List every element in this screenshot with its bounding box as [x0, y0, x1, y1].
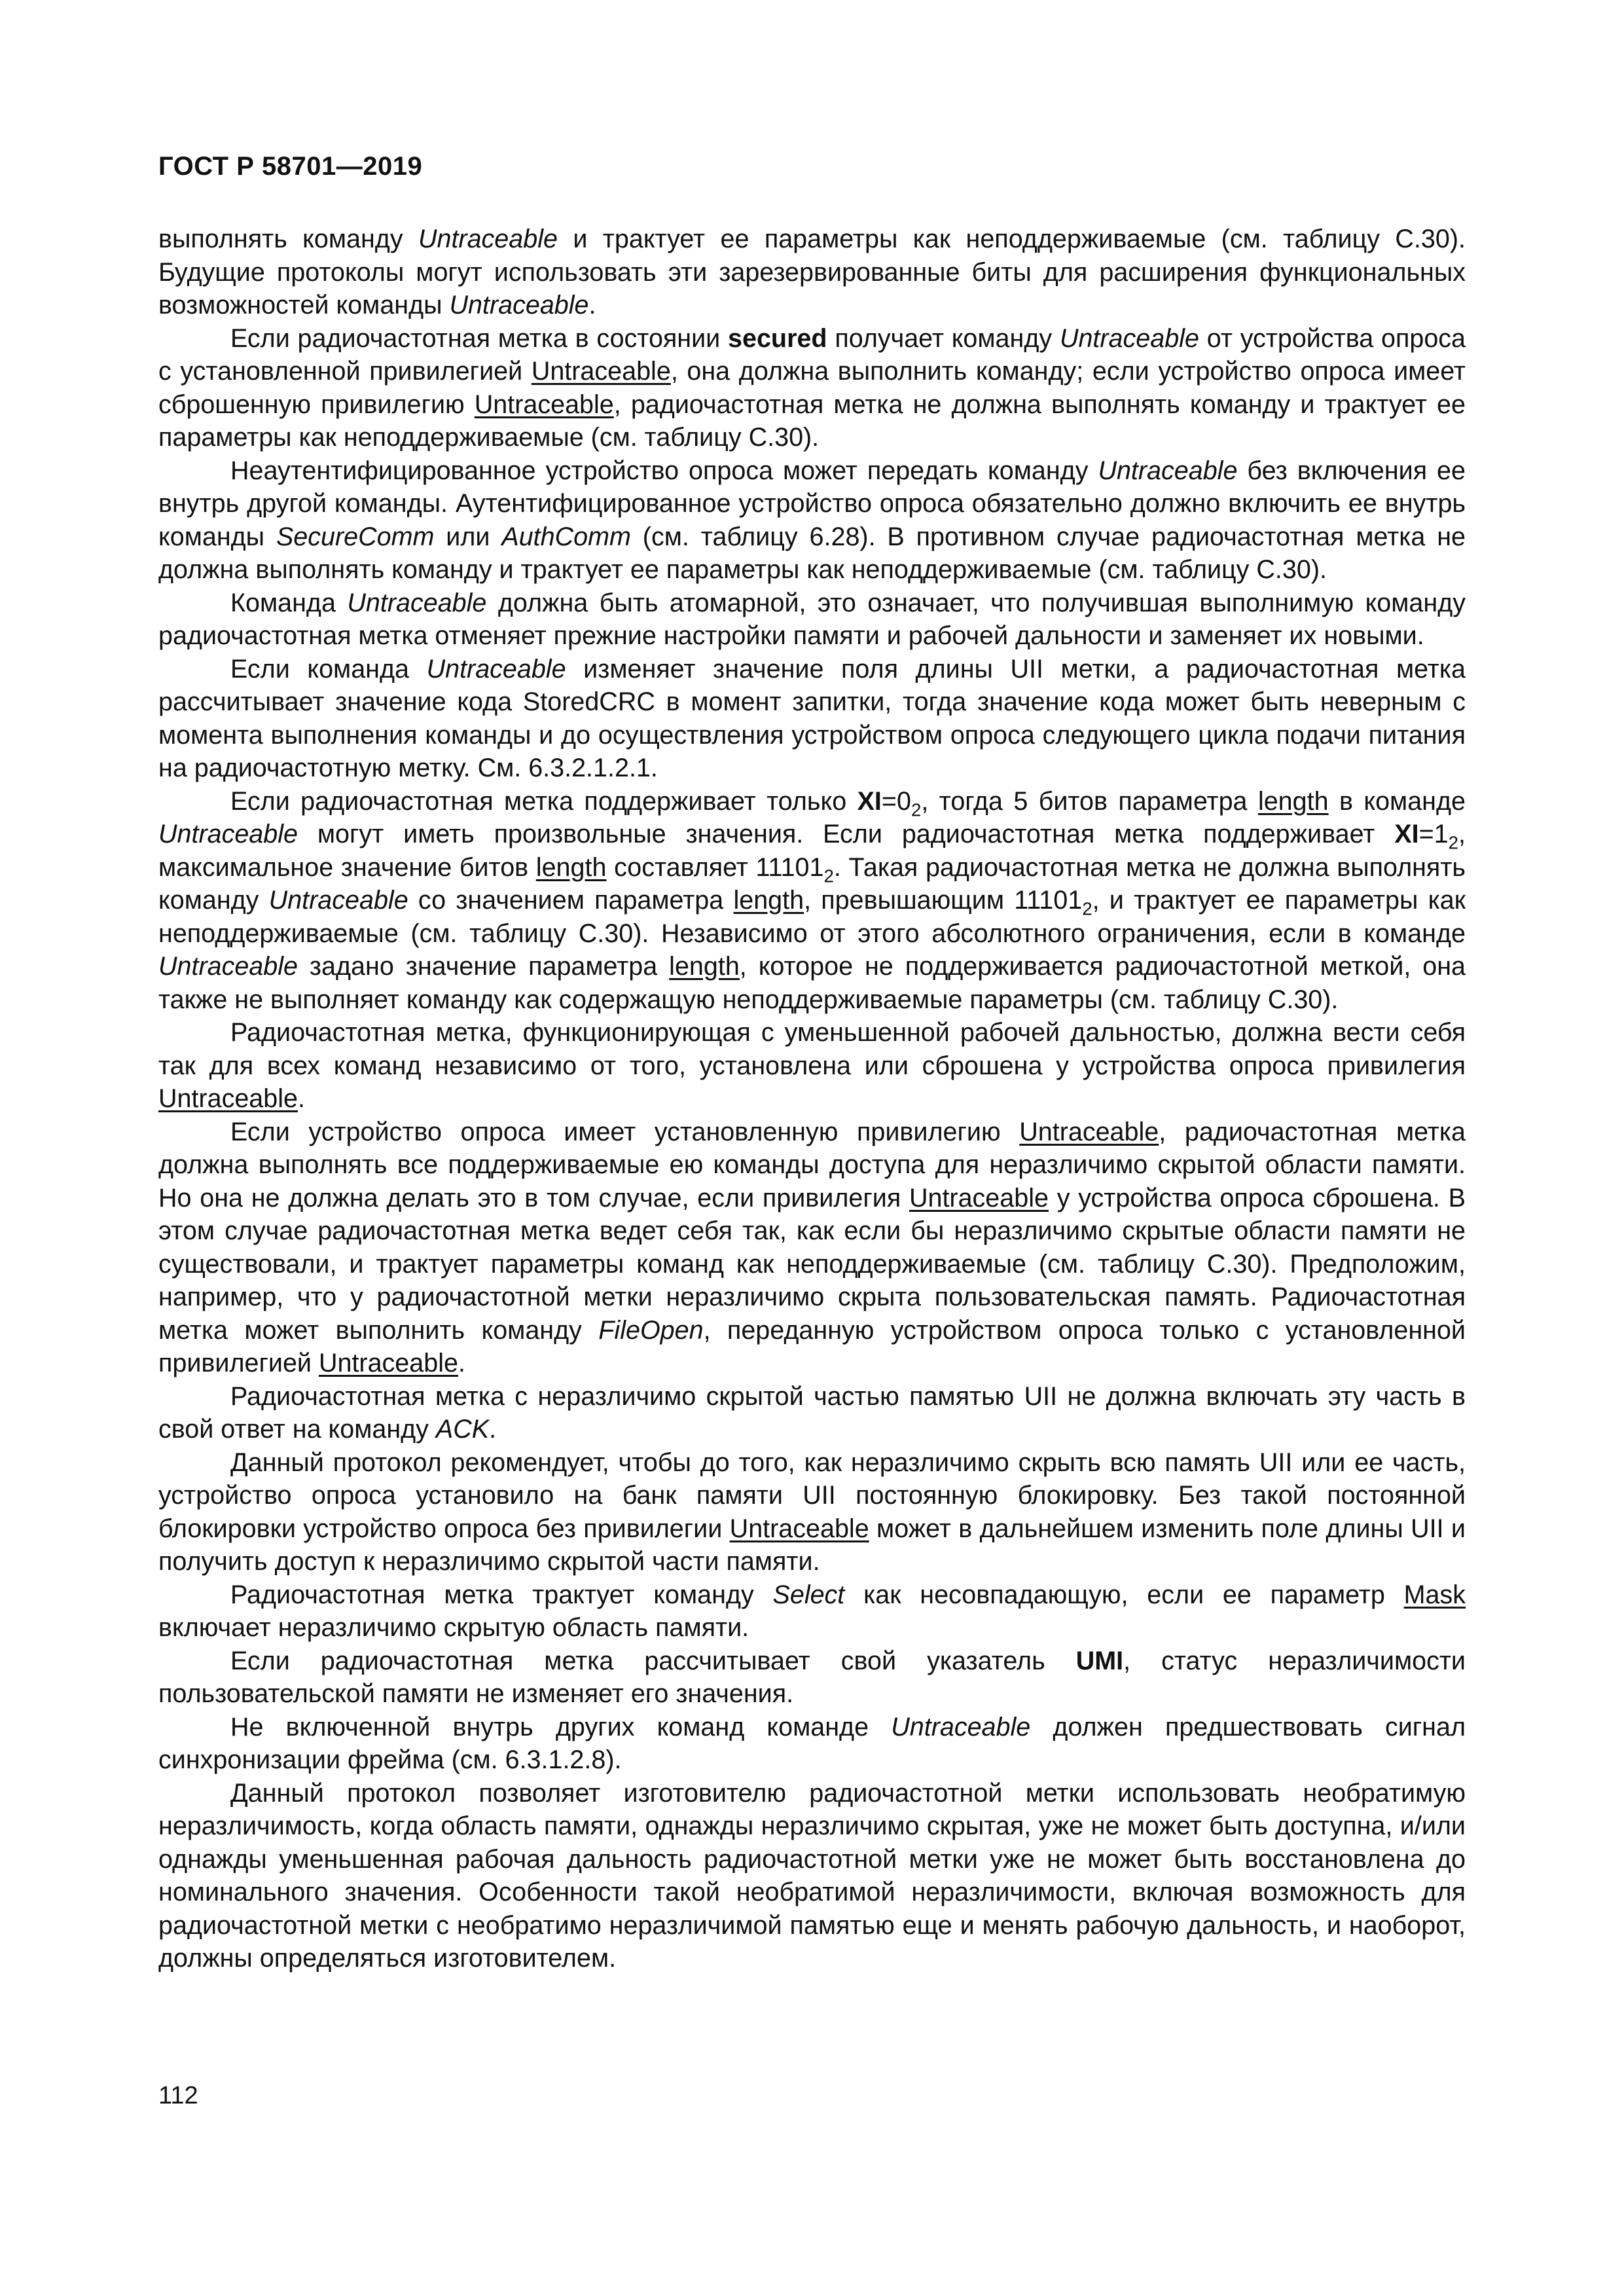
- text-run: выполнять команду: [158, 225, 418, 253]
- text-run: без включения ее внутрь другой команды. Аутентифицированное устройство опроса обязательно должно включить ее внутрь команды: [158, 456, 1466, 551]
- text-run: или: [434, 522, 502, 551]
- underlined-term: Untraceable: [158, 1084, 298, 1113]
- text-run: у устройства опроса сброшена. В этом случае радиочастотная метка ведет себя так, как если бы неразличимо скрытые области памяти не существовали, и трактует параметры команд как неподдерживаемые (см. таблицу С.30). Предположим, например, что у радиочастотной метки неразличимо скрыта пользовательская память. Радиочастотная метка может выполнить команду: [158, 1183, 1466, 1345]
- text-run: Команда: [230, 588, 348, 617]
- paragraph: [158, 1116, 1466, 1380]
- text-run: изменяет значение поля длины UII метки, а радиочастотная метка рассчитывает значение кода StoredCRC в момент запитки, тогда значение кода может быть неверным с момента выполнения команды и до осуществления устройством опроса следующего цикла подачи питания на радиочастотную метку. См. 6.3.2.1.2.1.: [158, 654, 1466, 782]
- italic-term: Untraceable: [268, 886, 408, 915]
- text-run: Если устройство опроса имеет установленную привилегию: [230, 1117, 1020, 1146]
- underlined-term: Mask: [1403, 1580, 1466, 1609]
- paragraph: [158, 223, 1466, 322]
- bold-term: UMI: [1075, 1646, 1124, 1675]
- text-run: Данный протокол позволяет изготовителю радиочастотной метки использовать необратимую неразличимость, когда область памяти, однажды неразличимо скрытая, уже не может быть доступна, и/или однажды уменьшенная рабочая дальность радиочастотной метки уже не может быть восстановлена до номинального значения. Особенности такой необратимой неразличимости, включая возможность для радиочастотной метки с необратимо неразличимой памятью еще и менять рабочую дальность, и наоборот, должны определяться изготовителем.: [158, 1778, 1466, 1973]
- text-run: , она должна выполнить команду; если устройство опроса имеет сброшенную привилегию: [158, 357, 1466, 419]
- italic-term: AuthComm: [501, 522, 631, 551]
- underlined-term: length: [669, 952, 740, 981]
- underlined-term: length: [535, 852, 607, 882]
- text-run: Неаутентифицированное устройство опроса может передать команду: [230, 456, 1098, 485]
- italic-term: ACK: [435, 1415, 490, 1444]
- text-run: может в дальнейшем изменить поле длины UII и получить доступ к неразличимо скрытой части памяти.: [158, 1514, 1466, 1576]
- text-run: и трактует ее параметры как неподдерживаемые (см. таблицу С.30). Будущие протоколы могут использовать эти зарезервированные биты для расширения функциональных возможностей команды: [158, 225, 1466, 319]
- paragraph: [158, 1777, 1466, 1975]
- underlined-term: Untraceable: [531, 357, 671, 386]
- subscript: 2: [1082, 898, 1092, 919]
- paragraph: [158, 587, 1466, 653]
- italic-term: Untraceable: [449, 291, 589, 319]
- italic-term: SecureComm: [276, 522, 435, 551]
- paragraph: [158, 785, 1466, 1017]
- text-run: Радиочастотная метка с неразличимо скрытой частью памятью UII не должна включать эту часть в свой ответ на команду: [158, 1381, 1466, 1444]
- text-run: получает команду: [827, 323, 1060, 353]
- text-run: Если радиочастотная метка в состоянии: [230, 323, 729, 353]
- text-run: , максимальное значение битов: [158, 820, 1466, 882]
- paragraph: [158, 322, 1466, 454]
- text-run: , тогда 5 битов параметра: [921, 786, 1258, 816]
- underlined-term: Untraceable: [1019, 1117, 1159, 1146]
- underlined-term: length: [1257, 786, 1329, 816]
- text-run: составляет 11101: [606, 852, 824, 882]
- paragraph: [158, 1446, 1466, 1578]
- paragraph: [158, 1016, 1466, 1116]
- text-run: могут иметь произвольные значения. Если радиочастотная метка поддерживает: [298, 820, 1395, 848]
- text-run: должна быть атомарной, это означает, что получившая выполнимую команду радиочастотная метка отменяет прежние настройки памяти и рабочей дальности и заменяет их новыми.: [158, 588, 1466, 650]
- text-run: Если радиочастотная метка рассчитывает свой указатель: [230, 1646, 1076, 1675]
- paragraph: [158, 1711, 1466, 1777]
- paragraph: [158, 653, 1466, 785]
- underlined-term: length: [733, 886, 804, 915]
- document-header: ГОСТ Р 58701—2019: [158, 152, 423, 181]
- paragraph: [158, 1380, 1466, 1446]
- text-run: со значением параметра: [408, 886, 734, 915]
- body-text: [158, 223, 1466, 1975]
- italic-term: Select: [772, 1580, 845, 1609]
- text-run: . Такая радиочастотная метка не должна выполнять команду: [158, 852, 1466, 915]
- underlined-term: Untraceable: [729, 1514, 869, 1543]
- text-run: , переданную устройством опроса только с установленной привилегией: [158, 1315, 1466, 1377]
- text-run: .: [298, 1084, 305, 1113]
- underlined-term: Untraceable: [318, 1349, 458, 1377]
- italic-term: Untraceable: [426, 654, 566, 683]
- text-run: , которое не поддерживается радиочастотной меткой, она также не выполняет команду как содержащую неподдерживаемые параметры (см. таблицу С.30).: [158, 952, 1466, 1014]
- subscript: 2: [1448, 832, 1459, 853]
- subscript: 2: [823, 866, 834, 886]
- text-run: .: [458, 1349, 465, 1377]
- text-run: Не включенной внутрь других команд команде: [230, 1712, 892, 1741]
- paragraph: [158, 454, 1466, 587]
- text-run: должен предшествовать сигнал синхронизации фрейма (см. 6.3.1.2.8).: [158, 1712, 1466, 1774]
- text-run: , и трактует ее параметры как неподдерживаемые (см. таблицу С.30). Независимо от этого абсолютного ограничения, если в команде: [158, 886, 1466, 948]
- text-run: .: [489, 1415, 497, 1444]
- text-run: задано значение параметра: [298, 952, 670, 981]
- italic-term: Untraceable: [891, 1712, 1031, 1741]
- text-run: , радиочастотная метка не должна выполнять команду и трактует ее параметры как неподдерживаемые (см. таблицу С.30).: [158, 390, 1466, 452]
- text-run: Если радиочастотная метка поддерживает только: [230, 786, 857, 816]
- bold-term: XI: [857, 786, 882, 816]
- italic-term: Untraceable: [158, 952, 298, 981]
- italic-term: Untraceable: [158, 820, 298, 848]
- text-run: Радиочастотная метка, функционирующая с уменьшенной рабочей дальностью, должна вести себя так для всех команд независимо от того, установлена или сброшена у устройства опроса привилегия: [158, 1018, 1466, 1080]
- italic-term: Untraceable: [1098, 456, 1238, 485]
- subscript: 2: [911, 799, 922, 820]
- text-run: Радиочастотная метка трактует команду: [230, 1580, 773, 1609]
- text-run: как несовпадающую, если ее параметр: [844, 1580, 1404, 1609]
- paragraph: [158, 1645, 1466, 1711]
- underlined-term: Untraceable: [474, 390, 614, 419]
- text-run: =0: [881, 786, 911, 816]
- text-run: , радиочастотная метка должна выполнять все поддерживаемые ею команды доступа для неразличимо скрытой области памяти. Но она не должна делать это в том случае, если привилегия: [158, 1117, 1466, 1212]
- text-run: =1: [1418, 820, 1449, 848]
- italic-term: FileOpen: [598, 1315, 704, 1345]
- text-run: в команде: [1328, 786, 1466, 816]
- text-run: Если команда: [230, 654, 427, 683]
- text-run: .: [588, 291, 596, 319]
- text-run: (см. таблицу 6.28). В противном случае радиочастотная метка не должна выполнять команду и трактует ее параметры как неподдерживаемые (см. таблицу С.30).: [158, 522, 1466, 584]
- bold-term: secured: [728, 323, 827, 353]
- text-run: , статус неразличимости пользовательской памяти не изменяет его значения.: [158, 1646, 1466, 1708]
- text-run: , превышающим 11101: [804, 886, 1083, 915]
- bold-term: XI: [1394, 820, 1419, 848]
- italic-term: Untraceable: [418, 225, 558, 253]
- italic-term: Untraceable: [1059, 323, 1199, 353]
- underlined-term: Untraceable: [909, 1183, 1049, 1212]
- text-run: Данный протокол рекомендует, чтобы до того, как неразличимо скрыть всю память UII или ее часть, устройство опроса установило на банк памяти UII постоянную блокировку. Без такой постоянной блокировки устройство опроса без привилегии: [158, 1448, 1466, 1543]
- text-run: от устройства опроса с установленной привилегией: [158, 323, 1466, 386]
- italic-term: Untraceable: [347, 588, 487, 617]
- text-run: включает неразличимо скрытую область памяти.: [158, 1613, 749, 1642]
- page-number: 112: [158, 2082, 198, 2109]
- paragraph: [158, 1578, 1466, 1645]
